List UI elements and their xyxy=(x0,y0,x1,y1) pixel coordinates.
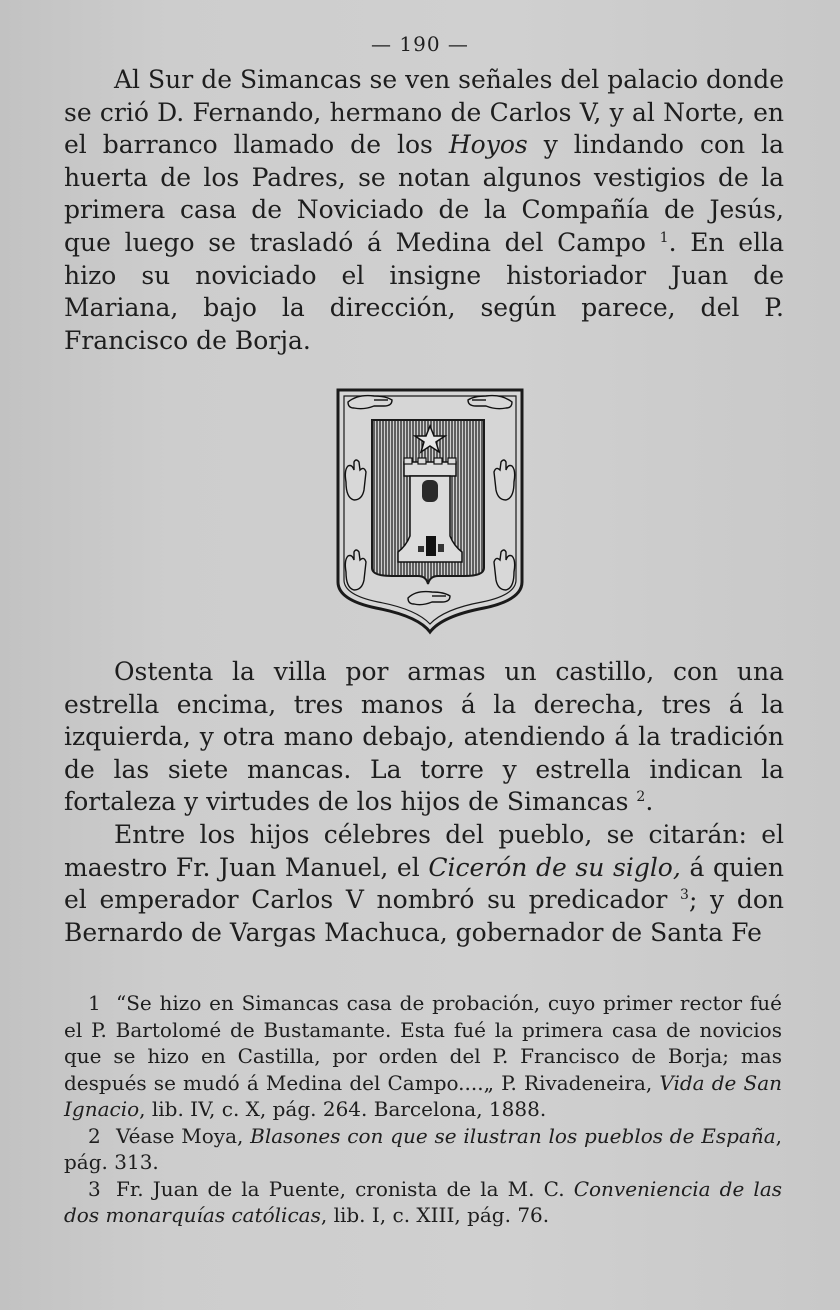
footnote-number: 3 xyxy=(88,1176,101,1201)
italic-title: Conveniencia de las dos monarquías católicas xyxy=(64,1176,783,1227)
footnote-number: 2 xyxy=(88,1123,101,1148)
main-text-top xyxy=(64,64,784,357)
page-number: — 190 — xyxy=(371,32,469,56)
main-text-bottom xyxy=(64,656,784,949)
footnote-2: 2 Véase Moya, Blasones con que se ilustran los pueblos de España, pág. 313. xyxy=(64,1123,782,1174)
footnote-3: 3 Fr. Juan de la Puente, cronista de la M. C. Conveniencia de las dos monarquías católicas, lib. I, c. XIII, pág. 76. xyxy=(64,1176,783,1227)
paragraph-arms-description: Ostenta la villa por armas un castillo, con una estrella encima, tres manos á la derecha, tres á la izquierda, y otra mano debajo, atendiendo á la tradición de las siete mancas. La torre y estrella indican la fortaleza y virtudes de los hijos de Simancas $^2$. xyxy=(64,657,784,817)
italic-title: Vida de San Ignacio xyxy=(64,1070,782,1121)
italic-title: Blasones con que se ilustran los pueblos de España xyxy=(250,1123,776,1148)
paragraph-simancas-palace: Al Sur de Simancas se ven señales del palacio donde se crió D. Fernando, hermano de Carlos V, y al Norte, en el barranco llamado de los Hoyos y lindando con la huerta de los Padres, se notan algunos vestigios de la primera casa de Noviciado de la Compañía de Jesús, que luego se trasladó á Medina del Campo $^1$. En ella hizo su noviciado el insigne historiador Juan de Mariana, bajo la dirección, según parece, del P. Francisco de Borja. xyxy=(64,65,784,355)
footnote-1: 1 “Se hizo en Simancas casa de probación, cuyo primer rector fué el P. Bartolomé de Bustamante. Esta fué la primera casa de novicios que se hizo en Castilla, por orden del P. Francisco de Borja; mas después se mudó á Medina del Campo....„ P. Rivadeneira, Vida de San Ignacio, lib. IV, c. X, pág. 264. Barcelona, 1888. xyxy=(64,991,782,1121)
coat-of-arms-illustration xyxy=(334,386,526,636)
footnote-number: 1 xyxy=(88,991,101,1015)
footnote-ref-2: 2 xyxy=(636,789,646,806)
italic-term: Cicerón de su siglo, xyxy=(428,852,681,882)
footnote-ref-1: 1 xyxy=(659,229,669,246)
italic-term: Hoyos xyxy=(448,130,528,160)
paragraph-notable-sons: Entre los hijos célebres del pueblo, se citarán: el maestro Fr. Juan Manuel, el Cicerón de su siglo, á quien el emperador Carlos V nombró su predicador $^3$; y don Bernardo de Vargas Machuca, gobernador de Santa Fe xyxy=(64,819,784,947)
footnotes-section xyxy=(64,990,782,1229)
footnote-ref-3: 3 xyxy=(680,887,689,904)
